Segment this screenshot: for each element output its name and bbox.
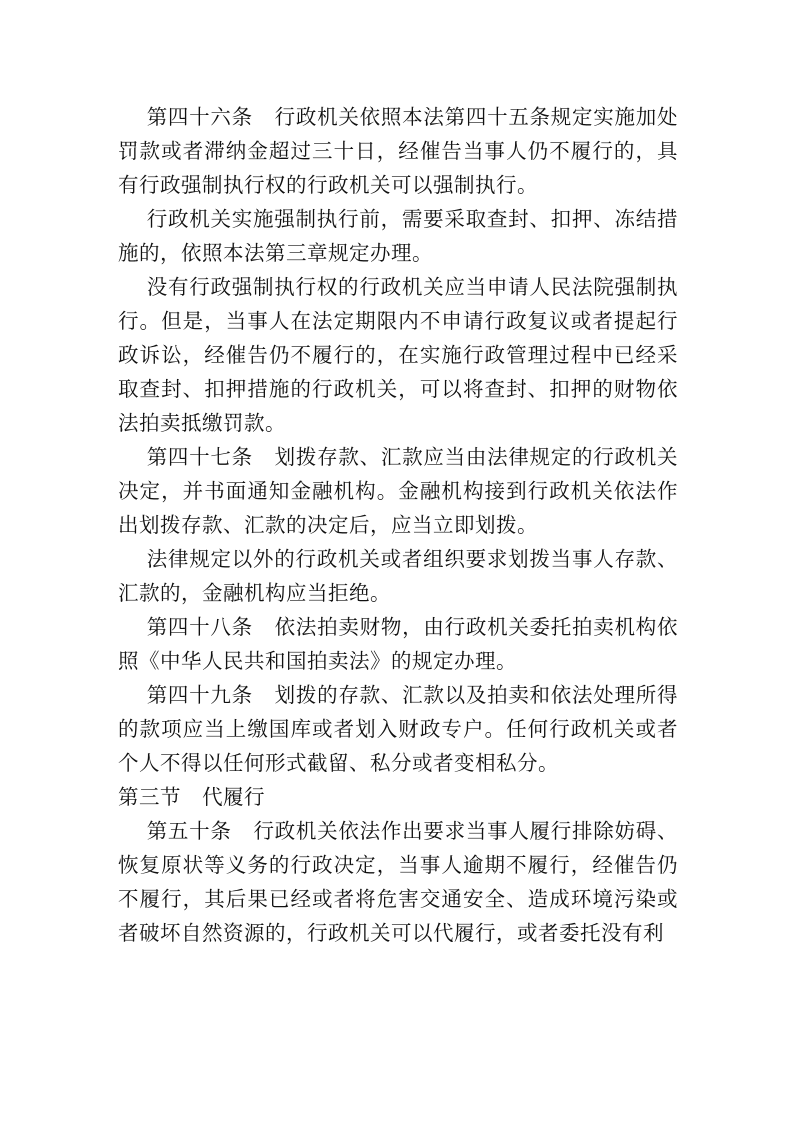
article-number: 第四十六条: [146, 105, 253, 129]
article-number: 第四十八条: [146, 615, 253, 639]
paragraph-text: 划拨的存款、汇款以及拍卖和依法处理所得的款项应当上缴国库或者划入财政专户。任何行政机关或者个人不得以任何形式截留、私分或者变相私分。: [118, 683, 678, 775]
section-number: 第三节: [118, 785, 181, 809]
paragraph-46-2: [118, 202, 678, 270]
paragraph-text: 依法拍卖财物，由行政机关委托拍卖机构依照《中华人民共和国拍卖法》的规定办理。: [118, 615, 678, 673]
paragraph-47-2: [118, 542, 678, 610]
article-number: 第五十条: [146, 819, 232, 843]
paragraph-text: 行政机关依照本法第四十五条规定实施加处罚款或者滞纳金超过三十日，经催告当事人仍不履行的，具有行政强制执行权的行政机关可以强制执行。: [118, 105, 678, 197]
paragraph-46-3: [118, 270, 678, 440]
paragraph-article-47: [118, 440, 678, 542]
paragraph-text: 没有行政强制执行权的行政机关应当申请人民法院强制执行。但是，当事人在法定期限内不申请行政复议或者提起行政诉讼，经催告仍不履行的，在实施行政管理过程中已经采取查封、扣押措施的行政机关，可以将查封、扣押的财物依法拍卖抵缴罚款。: [118, 275, 678, 435]
paragraph-article-46: [118, 100, 678, 202]
paragraph-text: 行政机关实施强制执行前，需要采取查封、扣押、冻结措施的，依照本法第三章规定办理。: [118, 207, 678, 265]
paragraph-text: 法律规定以外的行政机关或者组织要求划拨当事人存款、汇款的，金融机构应当拒绝。: [118, 547, 678, 605]
paragraph-article-50: [118, 814, 678, 950]
paragraph-article-49: [118, 678, 678, 780]
section-title: 代履行: [202, 785, 266, 809]
paragraph-article-48: [118, 610, 678, 678]
paragraph-text: 行政机关依法作出要求当事人履行排除妨碍、恢复原状等义务的行政决定，当事人逾期不履行，经催告仍不履行，其后果已经或者将危害交通安全、造成环境污染或者破坏自然资源的，行政机关可以代履行，或者委托没有利: [118, 819, 679, 945]
article-number: 第四十九条: [146, 683, 253, 707]
paragraph-text: 划拨存款、汇款应当由法律规定的行政机关决定，并书面通知金融机构。金融机构接到行政机关依法作出划拨存款、汇款的决定后，应当立即划拨。: [118, 445, 678, 537]
article-number: 第四十七条: [146, 445, 253, 469]
document-page: [118, 100, 678, 950]
section-heading: [118, 780, 678, 814]
